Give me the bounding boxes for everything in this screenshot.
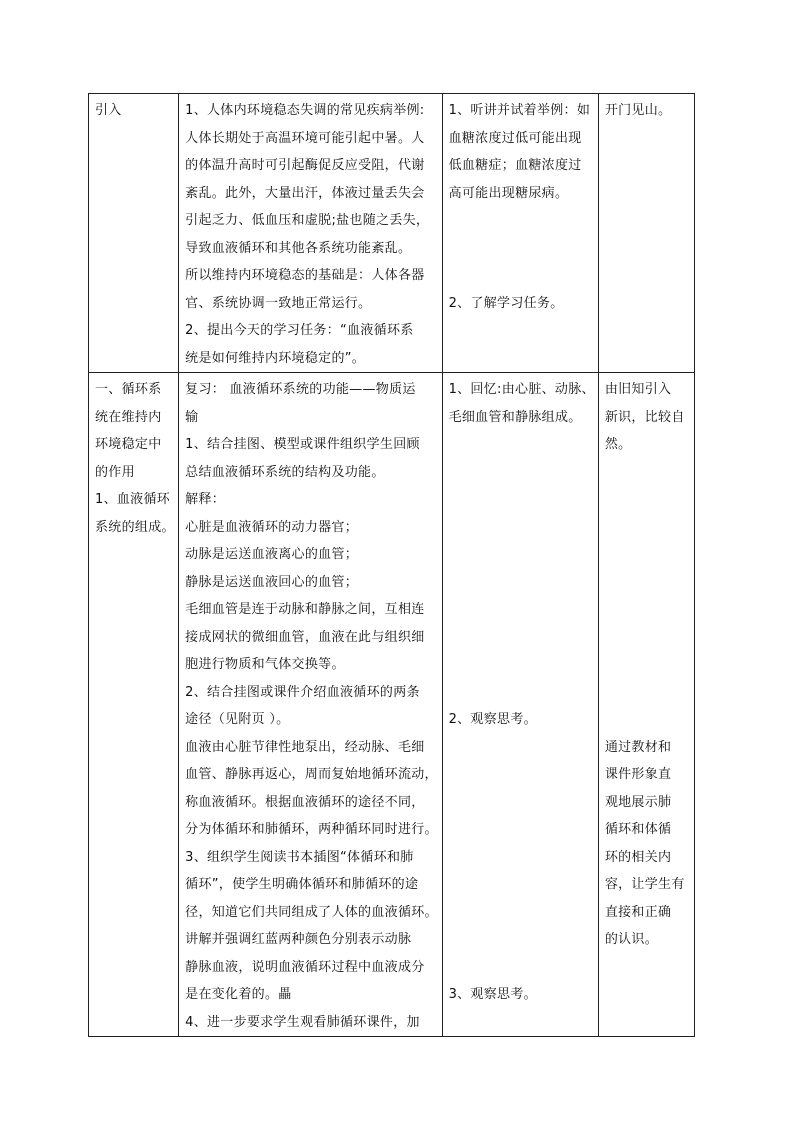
student-line: 1、听讲并试着举例：如 [448, 103, 591, 118]
intent-line: 通过教材和 [604, 739, 672, 755]
intent-line: 环的相关内 [604, 849, 672, 865]
teacher-line: 静脉血液，说明血液循环过程中血液成分 [185, 959, 425, 975]
teacher-line: 3、组织学生阅读书本插图“体循环和肺 [185, 849, 414, 865]
stage-text: 一、循环系 [95, 382, 162, 397]
student-line: 3、观察思考。 [448, 987, 537, 1002]
student-activity-cell [442, 373, 598, 1037]
teacher-line: 分为体循环和肺循环，两种循环同时进行。 [185, 822, 438, 837]
student-line: 低血糖症；血糖浓度过 [448, 158, 582, 173]
teacher-line: 紊乱。此外，大量出汗，体液过量丢失会 [185, 185, 425, 201]
student-line: 毛细血管和静脉组成。 [448, 409, 582, 425]
teacher-line: 统是如何维持内环境稳定的”。 [185, 350, 366, 366]
teacher-line: 的体温升高时可引起酶促反应受阻，代谢 [185, 158, 425, 173]
intent-line: 新识，比较自 [604, 409, 685, 425]
teacher-line: 接成网状的微细血管，血液在此与组织细 [185, 629, 425, 645]
student-line: 2、了解学习任务。 [448, 295, 564, 311]
student-line: 2、观察思考。 [448, 712, 537, 727]
teacher-line: 是在变化着的。畾 [185, 987, 292, 1002]
intent-line: 观地展示肺 [604, 794, 672, 810]
teacher-line: 导致血液循环和其他各系统功能紊乱。 [185, 240, 412, 256]
intent-line: 然。 [604, 437, 632, 452]
teacher-line: 径，知道它们共同组成了人体的血液循环。 [185, 904, 438, 920]
teacher-line: 动脉是运送血液离心的血管； [185, 547, 359, 562]
teacher-line: 静脉是运送血液回心的血管； [185, 574, 359, 590]
student-line: 高可能出现糖尿病。 [448, 185, 569, 201]
teacher-line: 引起乏力、低血压和虚脱;盐也随之丢失， [185, 213, 430, 228]
teacher-line: 1、人体内环境稳态失调的常见疾病举例: [185, 103, 425, 118]
teacher-activity-cell [179, 94, 442, 373]
intent-line: 的认识。 [604, 932, 659, 947]
teacher-line: 总结血液循环系统的结构及功能。 [185, 464, 385, 480]
stage-cell [89, 373, 179, 1037]
intent-line: 循环和体循 [604, 822, 672, 837]
teacher-line: 血管、静脉再返心，周而复始地循环流动， [185, 767, 438, 782]
table-row [89, 373, 695, 1037]
stage-text: 系统的组成。 [95, 519, 175, 535]
teacher-line: 解释： [185, 492, 226, 507]
intent-line: 由旧知引入 [604, 382, 672, 397]
intent-line: 开门见山。 [604, 103, 672, 118]
teacher-line: 4、进一步要求学生观看肺循环课件，加 [185, 1014, 420, 1030]
teacher-activity-cell [179, 373, 442, 1037]
stage-text: 环境稳定中 [95, 437, 162, 452]
teacher-line: 途径（见附页 ）。 [185, 712, 290, 727]
stage-text: 引入 [95, 103, 122, 118]
teacher-line: 心脏是血液循环的动力器官； [185, 519, 359, 535]
stage-cell [89, 94, 179, 373]
stage-text: 的作用 [95, 464, 135, 480]
stage-text: 统在维持内 [95, 409, 162, 425]
teacher-line: 循环”，使学生明确体循环和肺循环的途 [185, 877, 419, 892]
table-row [89, 94, 695, 373]
teacher-line: 2、提出今天的学习任务：“血液循环系 [185, 323, 414, 338]
intent-line: 容，让学生有 [604, 877, 685, 892]
intent-line: 直接和正确 [604, 904, 672, 920]
teacher-line: 2、结合挂图或课件介绍血液循环的两条 [185, 684, 420, 700]
student-line: 血糖浓度过低可能出现 [448, 130, 582, 146]
teacher-line: 所以维持内环境稳态的基础是：人体各器 [185, 268, 425, 283]
teacher-line: 人体长期处于高温环境可能引起中暑。人 [185, 130, 425, 146]
teacher-line: 复习： 血液循环系统的功能——物质运 [185, 382, 416, 397]
teacher-line: 1、结合挂图、模型或课件组织学生回顾 [185, 437, 420, 452]
teacher-line: 称血液循环。根据血液循环的途径不同， [185, 794, 425, 810]
design-intent-cell [598, 94, 694, 373]
stage-text: 1、血液循环 [95, 492, 171, 507]
teacher-line: 输 [185, 409, 199, 425]
teacher-line: 官、系统协调一致地正常运行。 [185, 295, 372, 311]
teacher-line: 毛细血管是连于动脉和静脉之间，互相连 [185, 602, 425, 617]
teacher-line: 胞进行物质和气体交换等。 [185, 657, 345, 672]
student-activity-cell [442, 94, 598, 373]
lesson-plan-table [88, 93, 695, 1037]
teacher-line: 讲解并强调红蓝两种颜色分别表示动脉 [185, 932, 412, 947]
design-intent-cell [598, 373, 694, 1037]
teacher-line: 血液由心脏节律性地泵出，经动脉、毛细 [185, 739, 425, 755]
intent-line: 课件形象直 [604, 767, 672, 782]
student-line: 1、回忆:由心脏、动脉、 [448, 382, 595, 397]
